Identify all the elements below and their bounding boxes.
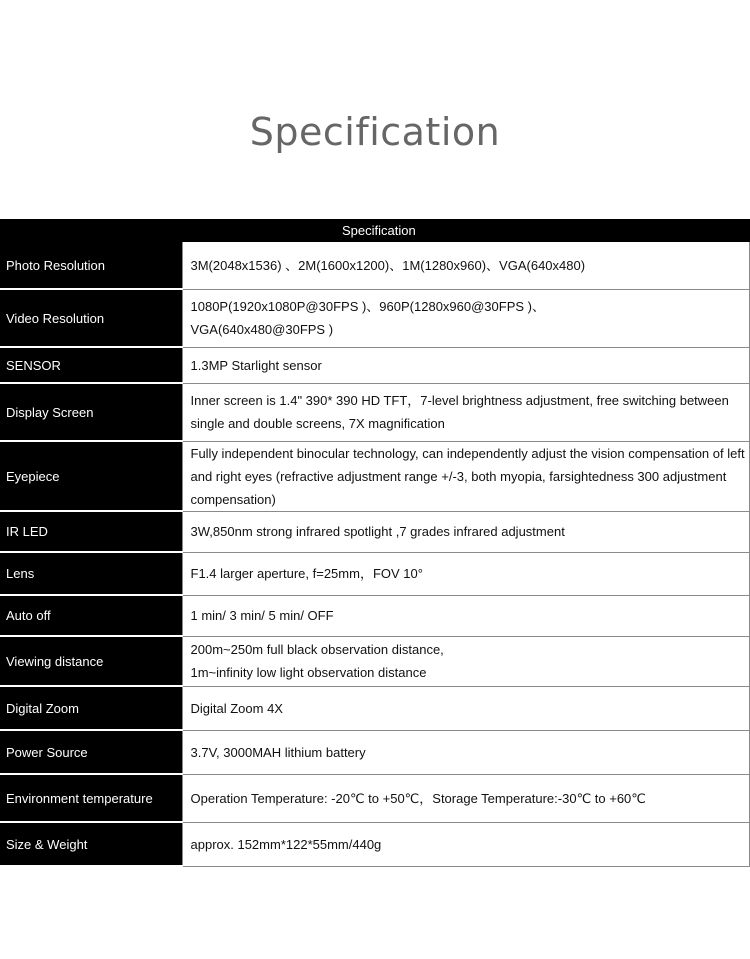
table-row [0, 595, 750, 636]
table-row [0, 347, 750, 383]
row-label-video-resolution: Video Resolution [0, 289, 182, 347]
table-row [0, 774, 750, 822]
row-value-photo-resolution: 3M(2048x1536) 、2M(1600x1200)、1M(1280x960)、VGA(640x480) [182, 242, 750, 289]
row-value-power-source: 3.7V, 3000MAH lithium battery [182, 730, 750, 774]
table-row [0, 552, 750, 595]
table-row [0, 730, 750, 774]
row-value-sensor: 1.3MP Starlight sensor [182, 347, 750, 383]
table-row [0, 686, 750, 730]
row-value-environment-temperature: Operation Temperature: -20℃ to +50℃，Storage Temperature:-30℃ to +60℃ [182, 774, 750, 822]
row-label-digital-zoom: Digital Zoom [0, 686, 182, 730]
row-label-size-weight: Size & Weight [0, 822, 182, 866]
table-header-row [0, 219, 750, 242]
table-row [0, 242, 750, 289]
page-title: Specification [249, 110, 501, 154]
table-row [0, 383, 750, 441]
row-label-lens: Lens [0, 552, 182, 595]
row-value-display-screen: Inner screen is 1.4" 390* 390 HD TFT，7-level brightness adjustment, free switching between single and double screens, 7X magnification [182, 383, 750, 441]
row-value-lens: F1.4 larger aperture, f=25mm，FOV 10° [182, 552, 750, 595]
row-value-ir-led: 3W,850nm strong infrared spotlight ,7 grades infrared adjustment [182, 511, 750, 552]
row-label-environment-temperature: Environment temperature [0, 774, 182, 822]
table-row [0, 441, 750, 511]
row-value-viewing-distance: 200m~250m full black observation distance, 1m~infinity low light observation distance [182, 636, 750, 686]
header-spacer [0, 219, 182, 242]
row-value-auto-off: 1 min/ 3 min/ 5 min/ OFF [182, 595, 750, 636]
table-row [0, 511, 750, 552]
row-value-video-resolution: 1080P(1920x1080P@30FPS )、960P(1280x960@30FPS )、 VGA(640x480@30FPS ) [182, 289, 750, 347]
row-label-display-screen: Display Screen [0, 383, 182, 441]
row-label-power-source: Power Source [0, 730, 182, 774]
row-value-eyepiece: Fully independent binocular technology, can independently adjust the vision compensation of left and right eyes (refractive adjustment range +/-3, both myopia, farsightedness 300 adjustment compensation) [182, 441, 750, 511]
row-value-size-weight: approx. 152mm*122*55mm/440g [182, 822, 750, 866]
row-label-photo-resolution: Photo Resolution [0, 242, 182, 289]
table-row [0, 289, 750, 347]
row-label-sensor: SENSOR [0, 347, 182, 383]
row-value-digital-zoom: Digital Zoom 4X [182, 686, 750, 730]
row-label-eyepiece: Eyepiece [0, 441, 182, 511]
row-label-viewing-distance: Viewing distance [0, 636, 182, 686]
row-label-auto-off: Auto off [0, 595, 182, 636]
table-row [0, 822, 750, 866]
specification-table [0, 219, 750, 867]
row-label-ir-led: IR LED [0, 511, 182, 552]
table-header-title: Specification [182, 219, 750, 242]
table-row [0, 636, 750, 686]
